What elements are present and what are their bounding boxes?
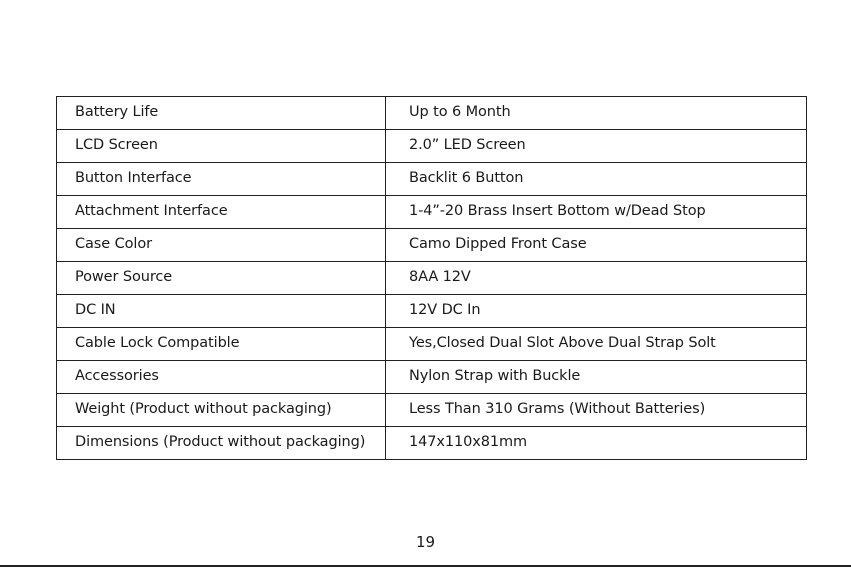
- table-row: [57, 163, 807, 196]
- spec-table: [56, 96, 807, 460]
- spec-label-attachment-interface: Attachment Interface: [57, 196, 386, 229]
- spec-value-accessories: Nylon Strap with Buckle: [386, 361, 807, 394]
- spec-value-dc-in: 12V DC In: [386, 295, 807, 328]
- spec-label-case-color: Case Color: [57, 229, 386, 262]
- spec-value-weight: Less Than 310 Grams (Without Batteries): [386, 394, 807, 427]
- spec-table-body: [57, 97, 807, 460]
- table-row: [57, 196, 807, 229]
- spec-label-button-interface: Button Interface: [57, 163, 386, 196]
- table-row: [57, 427, 807, 460]
- spec-value-battery-life: Up to 6 Month: [386, 97, 807, 130]
- page-number: 19: [415, 533, 436, 551]
- spec-value-button-interface: Backlit 6 Button: [386, 163, 807, 196]
- spec-label-dc-in: DC IN: [57, 295, 386, 328]
- spec-value-attachment-interface: 1-4”-20 Brass Insert Bottom w/Dead Stop: [386, 196, 807, 229]
- spec-label-dimensions: Dimensions (Product without packaging): [57, 427, 386, 460]
- spec-label-power-source: Power Source: [57, 262, 386, 295]
- spec-label-battery-life: Battery Life: [57, 97, 386, 130]
- spec-label-accessories: Accessories: [57, 361, 386, 394]
- bottom-divider: [0, 565, 851, 567]
- table-row: [57, 262, 807, 295]
- table-row: [57, 295, 807, 328]
- spec-value-power-source: 8AA 12V: [386, 262, 807, 295]
- table-row: [57, 97, 807, 130]
- spec-label-cable-lock: Cable Lock Compatible: [57, 328, 386, 361]
- spec-value-cable-lock: Yes,Closed Dual Slot Above Dual Strap Solt: [386, 328, 807, 361]
- table-row: [57, 229, 807, 262]
- spec-value-lcd-screen: 2.0” LED Screen: [386, 130, 807, 163]
- spec-value-case-color: Camo Dipped Front Case: [386, 229, 807, 262]
- spec-label-weight: Weight (Product without packaging): [57, 394, 386, 427]
- table-row: [57, 328, 807, 361]
- table-row: [57, 361, 807, 394]
- spec-value-dimensions: 147x110x81mm: [386, 427, 807, 460]
- table-row: [57, 394, 807, 427]
- spec-label-lcd-screen: LCD Screen: [57, 130, 386, 163]
- table-row: [57, 130, 807, 163]
